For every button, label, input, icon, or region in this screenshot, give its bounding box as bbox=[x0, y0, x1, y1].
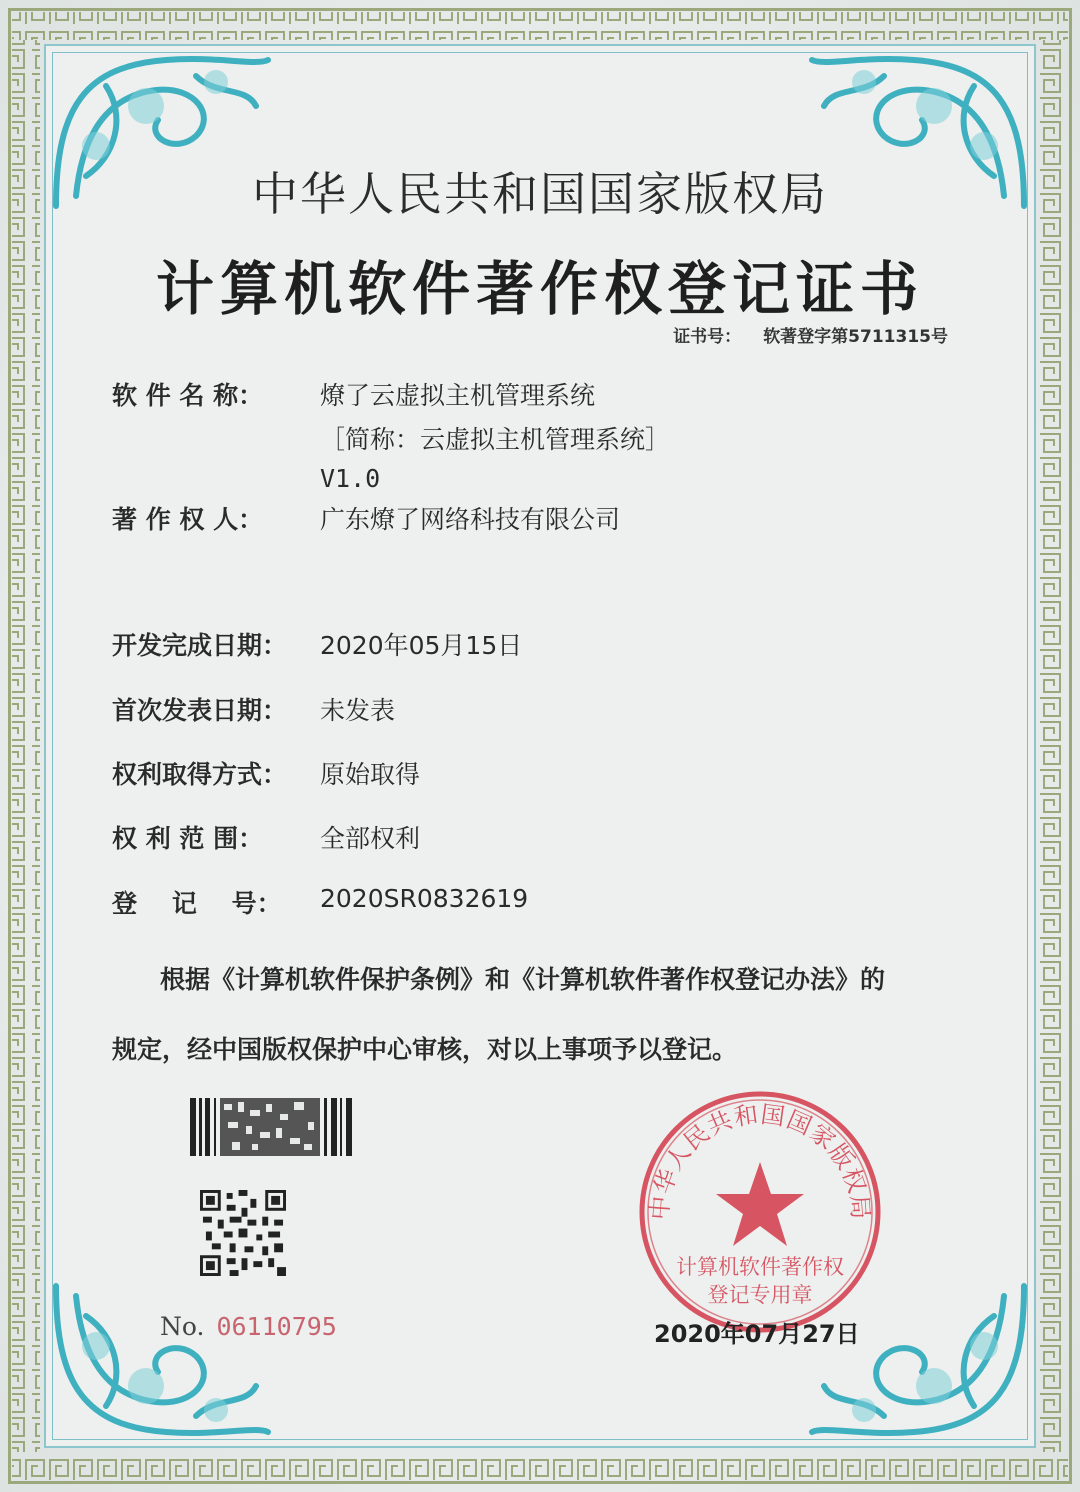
software-full-name: 燎了云虚拟主机管理系统 bbox=[320, 381, 596, 410]
certificate-title: 计算机软件著作权登记证书 bbox=[155, 255, 924, 323]
statement-line-2: 规定，经中国版权保护中心审核，对以上事项予以登记。 bbox=[112, 1035, 738, 1064]
qr-code-icon bbox=[200, 1190, 286, 1276]
seal-star-icon bbox=[716, 1162, 804, 1246]
pub-date-value: 未发表 bbox=[320, 696, 396, 725]
certificate-number-label: 证书号： bbox=[673, 327, 742, 347]
software-short-name: ［简称：云虚拟主机管理系统］ bbox=[320, 425, 671, 454]
issue-date: 2020年07月27日 bbox=[654, 1320, 860, 1348]
certificate-number-value: 软著登字第5711315号 bbox=[763, 327, 948, 347]
seal-line-1: 计算机软件著作权 bbox=[676, 1255, 844, 1279]
certificate-number bbox=[673, 322, 948, 347]
software-name-label: 软 件 名 称： bbox=[112, 381, 264, 410]
statement-line-1: 根据《计算机软件保护条例》和《计算机软件著作权登记办法》的 bbox=[160, 965, 886, 994]
owner-value: 广东燎了网络科技有限公司 bbox=[320, 505, 621, 534]
barcode-icon bbox=[190, 1098, 354, 1156]
scope-label: 权 利 范 围： bbox=[112, 824, 264, 853]
seal-line-2: 登记专用章 bbox=[707, 1283, 813, 1307]
reg-no-label: 登 记 号： bbox=[112, 889, 282, 918]
software-name-value bbox=[320, 376, 670, 493]
dev-date-value: 2020年05月15日 bbox=[320, 631, 523, 660]
owner-label: 著 作 权 人： bbox=[112, 505, 264, 534]
serial-number bbox=[160, 1312, 337, 1341]
pub-date-label: 首次发表日期： bbox=[112, 696, 288, 725]
software-version: V1.0 bbox=[320, 464, 381, 493]
serial-number-label: No. bbox=[160, 1312, 205, 1341]
serial-number-value: 06110795 bbox=[216, 1312, 337, 1341]
dev-date-label: 开发完成日期： bbox=[112, 631, 288, 660]
official-seal-stamp bbox=[632, 1084, 888, 1340]
acquire-value: 原始取得 bbox=[320, 760, 421, 789]
issuing-authority: 中华人民共和国国家版权局 bbox=[252, 167, 828, 221]
scope-value: 全部权利 bbox=[320, 824, 421, 853]
acquire-label: 权利取得方式： bbox=[112, 760, 288, 789]
seal-ring-text: 中华人民共和国国家版权局 bbox=[645, 1100, 875, 1221]
corner-ornament-icon bbox=[46, 1276, 276, 1446]
reg-no-value: 2020SR0832619 bbox=[320, 884, 529, 913]
